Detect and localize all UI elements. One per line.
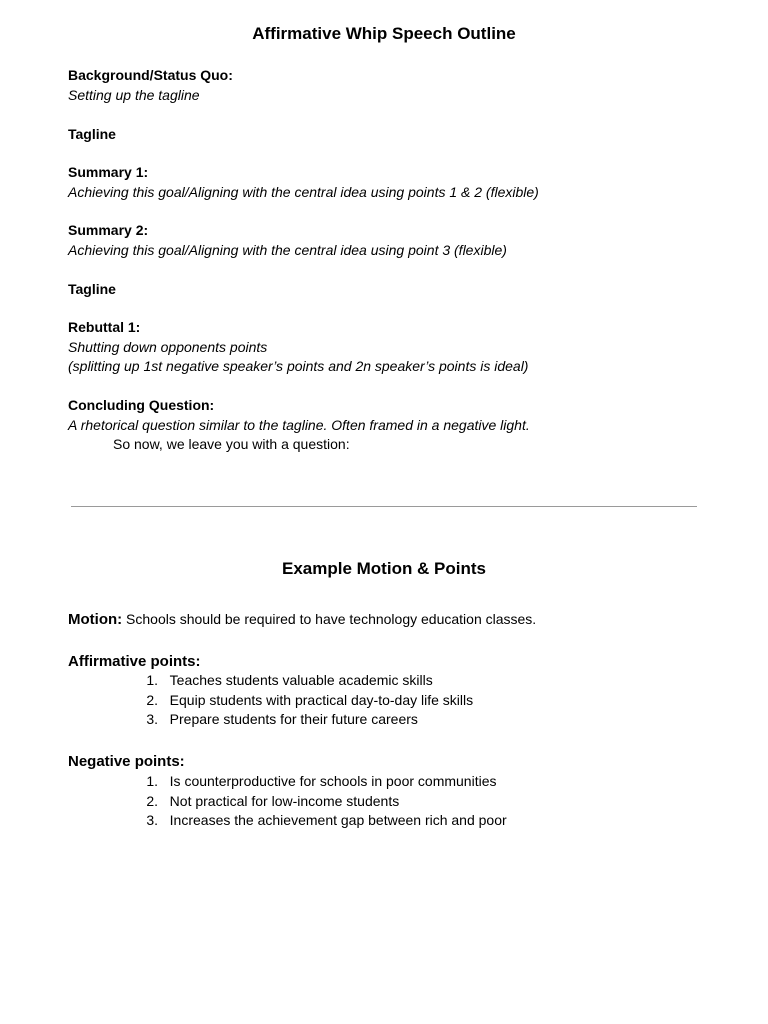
- negative-heading: [68, 751, 185, 772]
- section-heading: Background/Status Quo:: [68, 67, 233, 83]
- list-item: [128, 710, 473, 730]
- section-summary-1: [68, 163, 539, 202]
- list-item: [128, 671, 473, 691]
- list-item-text: Increases the achievement gap between rich and poor: [169, 812, 507, 829]
- motion-line: [68, 609, 536, 630]
- affirmative-label: Affirmative points:: [68, 653, 201, 670]
- list-number: 3.: [146, 812, 158, 829]
- section-background: [68, 66, 233, 105]
- section-line: A rhetorical question similar to the tagline. Often framed in a negative light.: [68, 416, 530, 433]
- motion-text: Schools should be required to have technology education classes.: [126, 611, 537, 627]
- negative-points-list: [128, 772, 507, 831]
- list-number: 1.: [146, 672, 158, 688]
- horizontal-divider: [71, 506, 697, 507]
- section-heading: Tagline: [68, 281, 116, 297]
- motion-label: Motion:: [68, 611, 123, 628]
- list-item-text: Prepare students for their future careers: [169, 711, 418, 728]
- list-item-text: Is counterproductive for schools in poor communities: [169, 773, 497, 789]
- list-number: 1.: [146, 773, 158, 789]
- example-title: Example Motion & Points: [281, 559, 487, 578]
- section-line: Setting up the tagline: [68, 86, 200, 103]
- list-item: [128, 811, 507, 831]
- list-number: 2.: [146, 792, 158, 809]
- section-line: Achieving this goal/Aligning with the central idea using points 1 & 2 (flexible): [68, 183, 539, 200]
- section-heading: Summary 2:: [68, 222, 149, 238]
- list-item: [128, 691, 473, 711]
- affirmative-points-list: [128, 671, 473, 730]
- list-item: [128, 772, 507, 792]
- list-item: [128, 792, 507, 812]
- section-line: (splitting up 1st negative speaker’s points and 2n speaker’s points is ideal): [68, 358, 529, 374]
- section-heading: Concluding Question:: [68, 397, 215, 413]
- section-line: Shutting down opponents points: [68, 338, 268, 355]
- section-tagline-1: [68, 125, 116, 145]
- section-rebuttal-1: [68, 318, 528, 377]
- section-summary-2: [68, 221, 507, 260]
- outline-title: Affirmative Whip Speech Outline: [252, 24, 516, 43]
- list-number: 3.: [146, 711, 158, 728]
- affirmative-heading: [68, 651, 201, 672]
- section-heading: Rebuttal 1:: [68, 319, 141, 335]
- section-heading: Tagline: [68, 126, 116, 142]
- list-item-text: Teaches students valuable academic skills: [169, 672, 433, 688]
- list-item-text: Equip students with practical day-to-day life skills: [169, 691, 474, 708]
- section-concluding-question: [68, 396, 530, 455]
- list-item-text: Not practical for low-income students: [169, 792, 400, 809]
- negative-label: Negative points:: [68, 753, 185, 770]
- section-heading: Summary 1:: [68, 164, 149, 180]
- section-line: Achieving this goal/Aligning with the central idea using point 3 (flexible): [68, 241, 507, 258]
- section-tagline-2: [68, 280, 116, 300]
- list-number: 2.: [146, 691, 158, 708]
- section-indented-line: So now, we leave you with a question:: [113, 436, 350, 452]
